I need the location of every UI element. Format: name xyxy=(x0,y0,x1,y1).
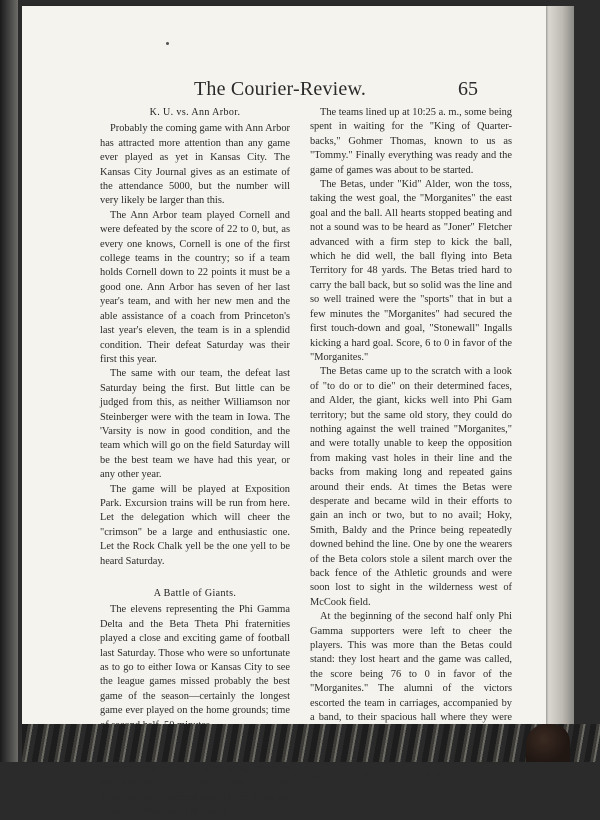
book-binding-edge xyxy=(22,724,600,762)
right-column xyxy=(310,106,512,783)
page-title: The Courier-Review. xyxy=(194,78,367,100)
printer-mark xyxy=(166,42,169,45)
left-column xyxy=(100,106,290,820)
article-paragraph: were cheered lustily by their many admirers and supporters. The Betas soon followed. They too were greeted with cheers from the throats of thousands (or more). xyxy=(100,762,290,818)
article-paragraph: Probably the coming game with Ann Arbor has attracted more attention than any game ever played as yet in Kansas City. The Kansas City Journal gives as an estimate of the attendance 5000, but the number will very likely be larger than this. xyxy=(100,123,290,207)
thumb xyxy=(526,724,570,762)
article-paragraph: The elevens representing the Phi Gamma Delta and the Beta Theta Phi fraternities played a close and exciting game of football last Saturday. Those who were so unfortunate as to go to either Iowa or Kansas City to see the league games missed probably the best game of the season—certainly the longest game ever played on the home grounds; time xyxy=(100,604,290,717)
article-paragraph: The game will be played at Exposition Park. Excursion trains will be run from here. Let the delegation which will cheer the "crimson" be a large and enthusiastic one. Let the Rock Chalk yell be the one yell to be heard Saturday. xyxy=(100,483,290,567)
article-paragraph: The same with our team, the defeat last Saturday being the first. But little can be judged from this, as neither Williamson nor Steinberger were with the team in Iowa. The 'Varsity is now in good condition, and the team which will go on the field Saturday will be the best team we have had this year, or any other year. xyxy=(100,368,290,481)
article-paragraph: The Betas came up to the scratch with a look of "to do or to die" on their determined faces, and Alder, the giant, kicks well into Phi Gam territory; but the same old story, they could do nothing against the well trained "Morganites," and were totally unable to keep the opposition from making vast holes in their line and the backs from making long and repeated gains around their ends. At times the Betas were desperate and became wild in their efforts to gain an inch or two, but to no avail; Hoky, Smith, Baldy and the Prince being repeatedly downed behind the line. One by one the wearers of the Beta colors stole a silent march over the back fence of the Athletic grounds and were soon lost to sight in the wilderness west of McCook field. xyxy=(310,366,512,608)
article-heading: K. U. vs. Ann Arbor. xyxy=(149,107,241,118)
article-paragraph: The teams lined up at 10:25 a. m., some being spent in waiting for the "King of Quarter-backs," Gohmer Thomas, known to us as "Tommy." Finally everything was ready and the game of games was about to be started. xyxy=(310,107,512,176)
article-heading: A Battle of Giants. xyxy=(153,588,237,599)
adjacent-page-edge xyxy=(0,0,18,762)
book-page xyxy=(22,6,546,818)
article-paragraph: The Betas, under "Kid" Alder, won the toss, taking the west goal, the "Morganites" the east goal and the ball. All hearts stopped beating and not a sound was to be heard as "Joner" Fletcher advanced with a firm step to kick the ball, which he did well, the ball flying into Beta Territory for 48 yards. The Betas tried hard to carry the ball back, but so solid was the line and so well trained were the "sports" that in but a few minutes the "Morganites" had secured the first touch-down and goal, "Stonewall" Ingalls kicking a hard goal. Score, 6 to 0 in favor of the "Morganites." xyxy=(310,179,512,363)
article-paragraph: The Ann Arbor team played Cornell and were defeated by the score of 22 to 0, but, as every one knows, Cornell is one of the first college teams in the country; so if a team holds Cornell down to 22 points it must be a good one. Ann Arbor has seven of her last year's team, and with her new men and the able assistance of a coach from Princeton's last year's eleven, the team is in a splendid condition. Their defeat Saturday was their first this year. xyxy=(100,209,290,365)
running-head xyxy=(22,78,546,106)
page-number: 65 xyxy=(458,78,478,100)
article-paragraph: At the beginning of the second half only Phi Gamma supporters were left to cheer the players. This was more than the Betas could stand: they lost heart and the game was called, the score being 76 to 0 in favor of the "Morganites." The alumni of the victors escorted the team in carriages, accompanied by a band, to their spacious hall where they were success. Let there be more of them. xyxy=(310,611,512,781)
